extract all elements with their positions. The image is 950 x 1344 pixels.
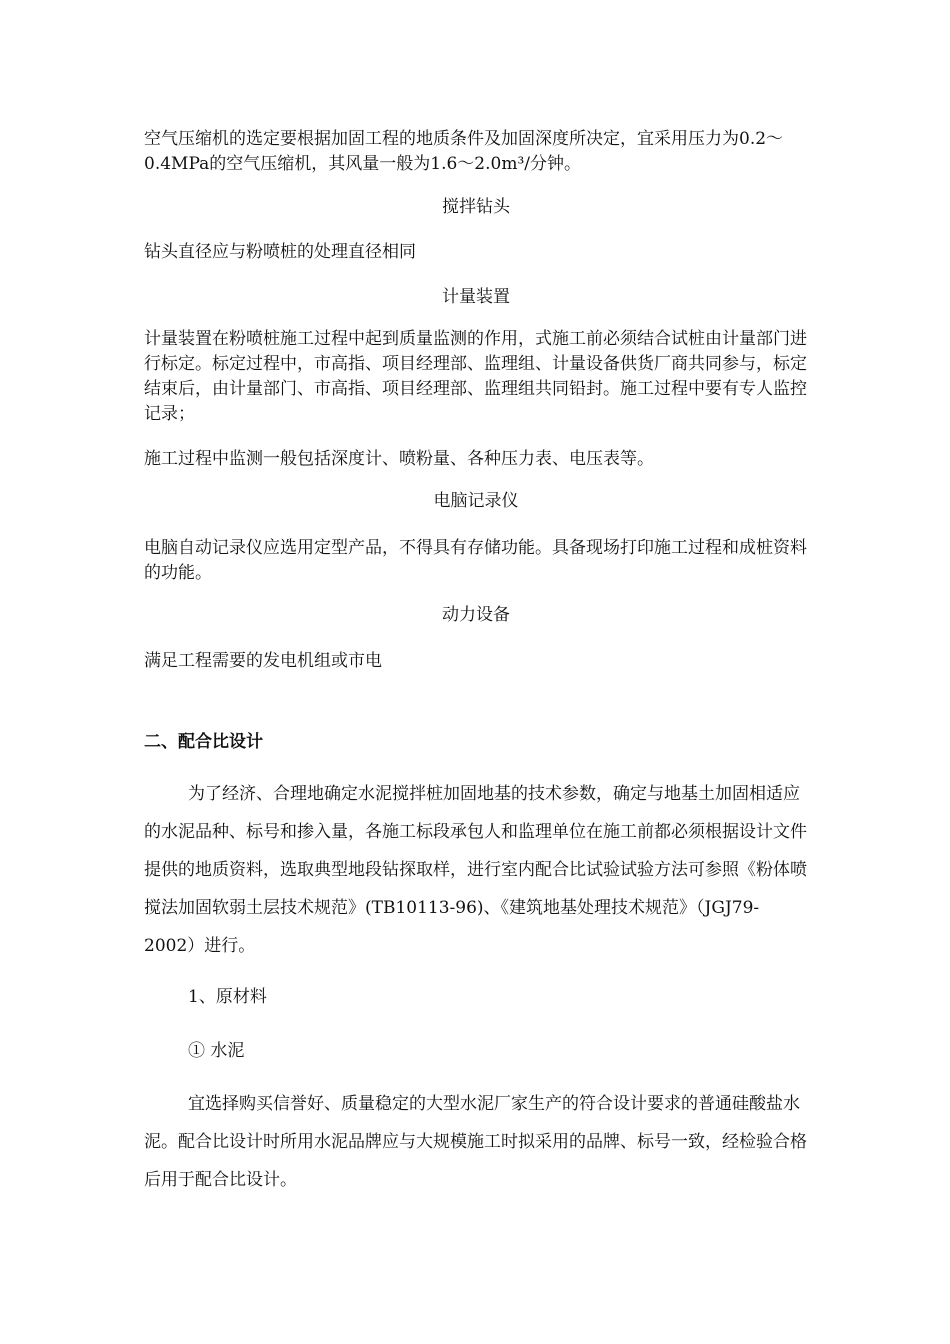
power-heading: 动力设备 [442, 605, 510, 625]
power-paragraph: 满足工程需要的发电机组或市电 [144, 651, 382, 671]
meter-heading: 计量装置 [442, 287, 510, 307]
meter-paragraph-2: 施工过程中监测一般包括深度计、喷粉量、各种压力表、电压表等。 [144, 449, 654, 469]
mix-design-intro: 为了经济、合理地确定水泥搅拌桩加固地基的技术参数，确定与地基土加固相适应的水泥品种、标号和掺入量，各施工标段承包人和监理单位在施工前都必须根据设计文件提供的地质资料，选取典型地段钻探取样，进行室内配合比试验试验方法可参照《粉体喷搅法加固软弱土层技术规范》(TB10113-96)、《建筑地基处理技术规范》（JGJ79-2002）进行。 [144, 784, 807, 956]
cement-paragraph: 宜选择购买信誉好、质量稳定的大型水泥厂家生产的符合设计要求的普通硅酸盐水泥。配合比设计时所用水泥品牌应与大规模施工时拟采用的品牌、标号一致，经检验合格后用于配合比设计。 [144, 1094, 807, 1190]
recorder-heading: 电脑记录仪 [433, 491, 519, 511]
mix-design-title: 二、配合比设计 [144, 732, 263, 752]
drill-heading: 搅拌钻头 [442, 197, 510, 217]
drill-paragraph: 钻头直径应与粉喷桩的处理直径相同 [144, 242, 416, 262]
compressor-paragraph: 空气压缩机的选定要根据加固工程的地质条件及加固深度所决定，宜采用压力为0.2～0.4MPa的空气压缩机，其风量一般为1.6～2.0m³/分钟。 [144, 129, 784, 174]
raw-materials-heading: 1、原材料 [188, 987, 267, 1007]
meter-paragraph-1: 计量装置在粉喷桩施工过程中起到质量监测的作用，式施工前必须结合试桩由计量部门进行标定。标定过程中，市高指、项目经理部、监理组、计量设备供货厂商共同参与，标定结束后，由计量部门、市高指、项目经理部、监理组共同铅封。施工过程中要有专人监控记录； [144, 329, 807, 424]
cement-heading: ① 水泥 [188, 1041, 245, 1061]
recorder-paragraph: 电脑自动记录仪应选用定型产品，不得具有存储功能。具备现场打印施工过程和成桩资料的功能。 [144, 538, 807, 583]
